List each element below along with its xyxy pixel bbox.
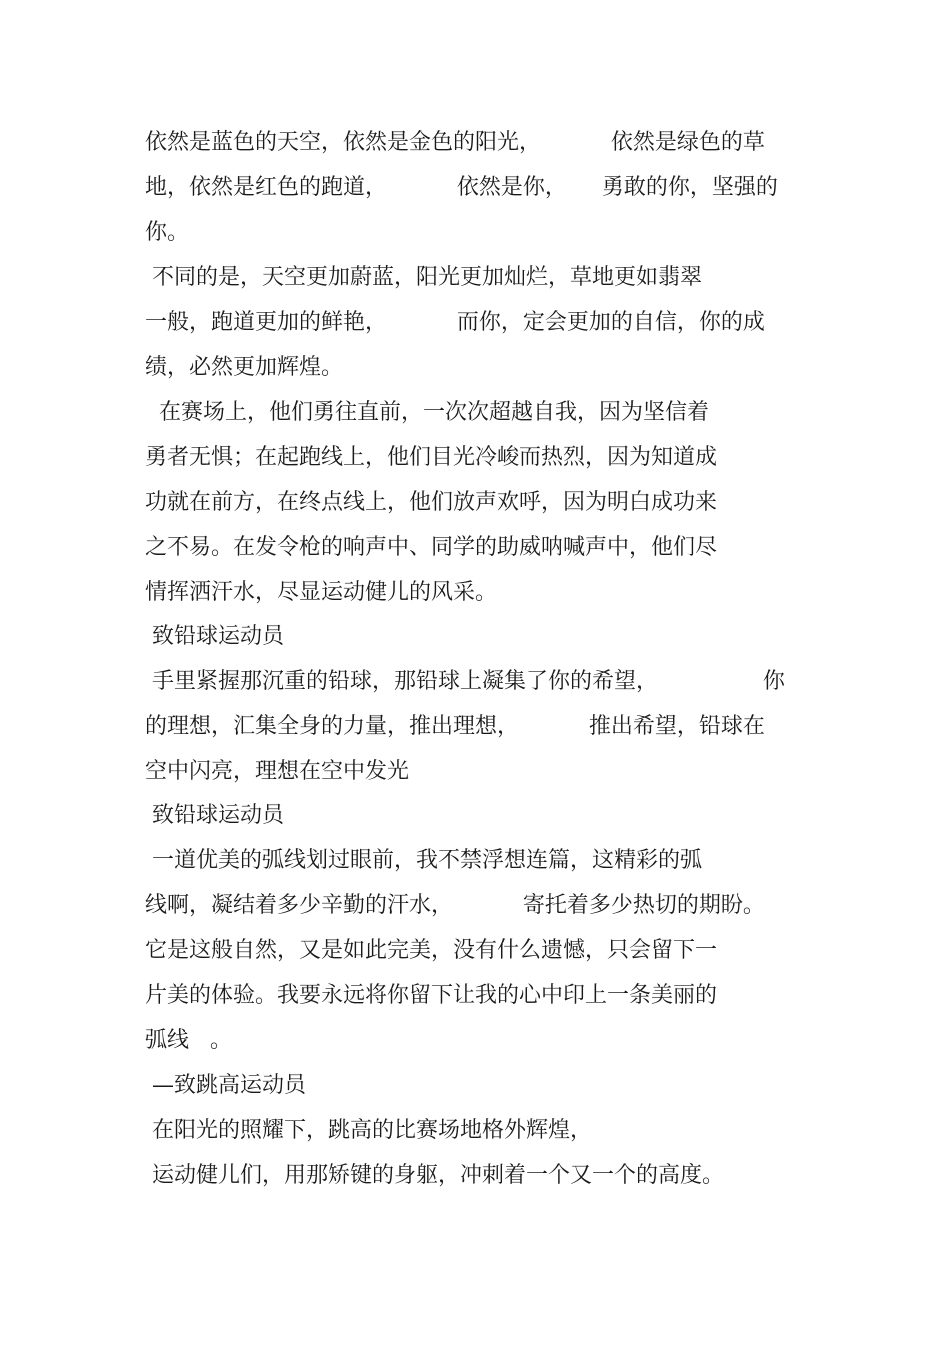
paragraph-line: 弧线 。 (145, 1028, 232, 1053)
paragraph-line: 一道优美的弧线划过眼前，我不禁浮想连篇，这精彩的弧 (145, 848, 702, 873)
paragraph-line: 片美的体验。我要永远将你留下让我的心中印上一条美丽的 (145, 983, 718, 1008)
section-heading: 致铅球运动员 (145, 624, 284, 649)
paragraph-line: 不同的是，天空更加蔚蓝，阳光更加灿烂，草地更如翡翠 (145, 265, 702, 290)
paragraph-line: 的理想，汇集全身的力量，推出理想， 推出希望，铅球在 (145, 714, 765, 739)
paragraph-line: 一般，跑道更加的鲜艳， 而你，定会更加的自信，你的成 (145, 310, 765, 335)
paragraph-line: 空中闪亮，理想在空中发光 (145, 759, 410, 784)
paragraph-line: 手里紧握那沉重的铅球，那铅球上凝集了你的希望， 你 (145, 669, 785, 694)
paragraph-line: 功就在前方，在终点线上，他们放声欢呼，因为明白成功来 (145, 490, 718, 515)
paragraph-line: 在阳光的照耀下，跳高的比赛场地格外辉煌， (145, 1118, 592, 1143)
paragraph-line: 绩，必然更加辉煌。 (145, 355, 344, 380)
paragraph-line: 之不易。在发令枪的响声中、同学的助威呐喊声中，他们尽 (145, 535, 718, 560)
section-heading: —致跳高运动员 (145, 1073, 306, 1098)
paragraph-line: 线啊，凝结着多少辛勤的汗水， 寄托着多少热切的期盼。 (145, 893, 765, 918)
paragraph-line: 运动健儿们，用那矫键的身躯，冲刺着一个又一个的高度。 (145, 1163, 724, 1188)
paragraph-line: 你。 (145, 220, 190, 245)
paragraph-line: 在赛场上，他们勇往直前，一次次超越自我，因为坚信着 (145, 400, 709, 425)
paragraph-line: 情挥洒汗水，尽显运动健儿的风采。 (145, 580, 498, 605)
paragraph-line: 地，依然是红色的跑道， 依然是你， 勇敢的你，坚强的 (145, 175, 778, 200)
paragraph-line: 依然是蓝色的天空，依然是金色的阳光， 依然是绿色的草 (145, 130, 765, 155)
paragraph-line: 它是这般自然，又是如此完美，没有什么遗憾，只会留下一 (145, 938, 718, 963)
paragraph-line: 勇者无惧；在起跑线上，他们目光冷峻而热烈，因为知道成 (145, 445, 718, 470)
section-heading: 致铅球运动员 (145, 803, 284, 828)
